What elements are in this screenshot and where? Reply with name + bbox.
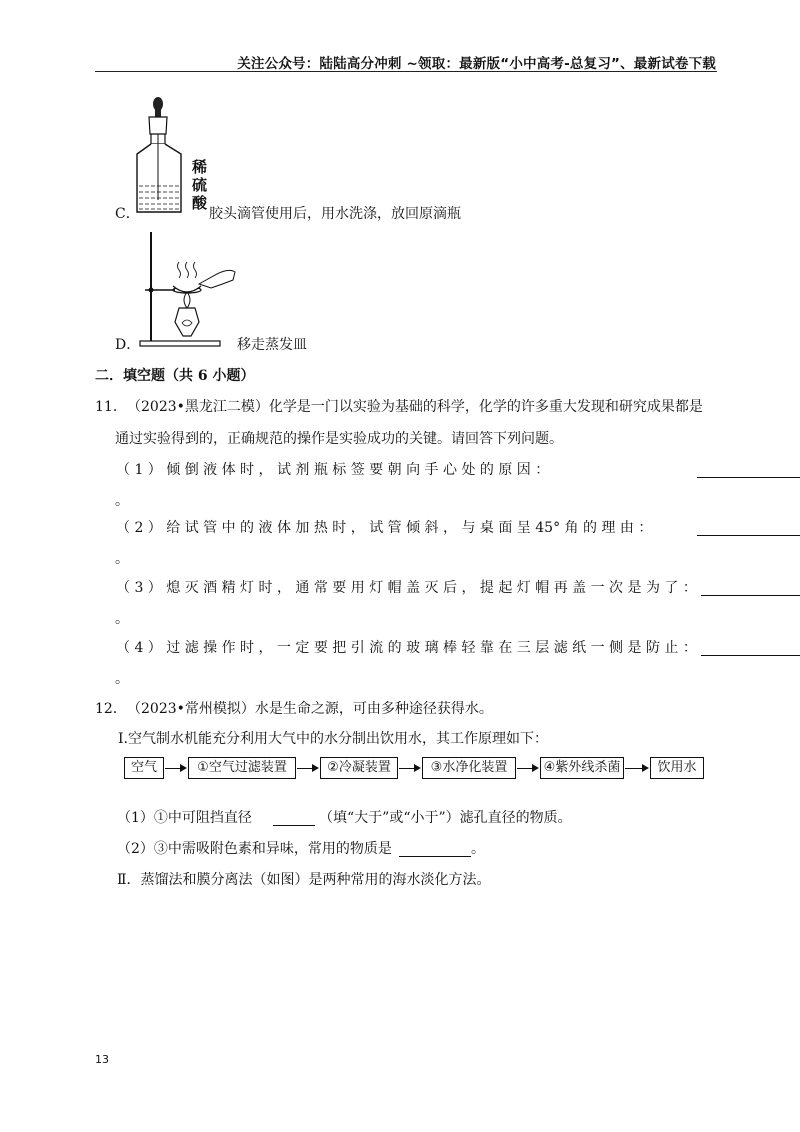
q12-part2: Ⅱ．蒸馏法和膜分离法（如图）是两种常用的海水淡化方法。 <box>117 872 491 888</box>
section-title: 二．填空题（共 6 小题） <box>95 368 255 384</box>
bottle-label: 稀 硫 酸 <box>192 158 208 212</box>
q11-intro-line2: 通过实验得到的，正确规范的操作是实验成功的关键。请回答下列问题。 <box>115 431 563 447</box>
q12-sub1-a: （1）①中可阻挡直径 <box>117 810 252 826</box>
q11-sub3-period: 。 <box>115 611 129 627</box>
option-d-label: D． <box>115 337 141 353</box>
q11-sub2: （ 2 ） 给 试 管 中 的 液 体 加 热 时 ， 试 管 倾 斜 ， 与 桌 面 呈 45° 角 的 理 由 ： <box>116 520 653 536</box>
q11-sub1-answer-blank[interactable] <box>697 463 800 478</box>
q11-sub3-answer-blank[interactable] <box>701 581 800 596</box>
flow-arrow <box>165 768 185 769</box>
q12-sub2-a: （2）③中需吸附色素和异味，常用的物质是 <box>117 841 392 857</box>
q11-sub4-period: 。 <box>115 671 129 687</box>
q11-sub3: （ 3 ） 熄 灭 酒 精 灯 时 ， 通 常 要 用 灯 帽 盖 灭 后 ， 提 起 灯 帽 再 盖 一 次 是 为 了 ： <box>116 580 697 596</box>
option-c-text: 胶头滴管使用后，用水洗涤，放回原滴瓶 <box>209 206 461 222</box>
flow-box-air: 空气 <box>124 757 164 779</box>
q12-sub2-answer-blank[interactable] <box>399 842 471 857</box>
q11-sub1: （ 1 ） 倾 倒 液 体 时 ， 试 剂 瓶 标 签 要 朝 向 手 心 处 的 原 因 ： <box>116 462 550 478</box>
q12-sub1-b: （填“大于”或“小于”）滤孔直径的物质。 <box>319 810 572 826</box>
q11-sub2-answer-blank[interactable] <box>697 521 800 536</box>
q12-sub2-b: 。 <box>471 841 485 857</box>
header-divider <box>95 71 717 72</box>
flow-arrow <box>625 768 647 769</box>
flow-box-purifier: ③水净化装置 <box>422 757 516 779</box>
q12-intro: （2023•常州模拟）水是生命之源，可由多种途径获得水。 <box>127 701 493 717</box>
q11-number: 11． <box>95 399 127 415</box>
page-number: 13 <box>95 1053 109 1066</box>
flow-box-air-filter: ①空气过滤装置 <box>188 757 296 779</box>
q12-number: 12． <box>95 701 127 717</box>
flow-arrow <box>517 768 537 769</box>
q11-sub1-period: 。 <box>115 493 129 509</box>
q11-sub2-period: 。 <box>115 551 129 567</box>
q11-sub4: （ 4 ） 过 滤 操 作 时 ， 一 定 要 把 引 流 的 玻 璃 棒 轻 靠 在 三 层 滤 纸 一 侧 是 防 止 ： <box>116 640 697 656</box>
flow-arrow <box>297 768 317 769</box>
flow-box-drinking-water: 饮用水 <box>650 757 704 779</box>
q12-part1: Ⅰ.空气制水机能充分利用大气中的水分制出饮用水，其工作原理如下： <box>118 731 548 747</box>
flow-box-condenser: ②冷凝装置 <box>320 757 398 779</box>
page-header: 关注公众号：陆陆高分冲刺 ~领取：最新版“小中高考-总复习”、最新试卷下载 <box>237 56 716 72</box>
option-c-label: C． <box>115 206 140 222</box>
flow-arrow <box>399 768 419 769</box>
flow-box-uv-sterilizer: ④紫外线杀菌 <box>540 757 624 779</box>
evaporation-setup-illustration <box>135 228 240 350</box>
q12-sub1-answer-blank[interactable] <box>273 811 315 826</box>
q11-intro-line1: （2023•黑龙江二模）化学是一门以实验为基础的科学，化学的许多重大发现和研究成果都是 <box>127 399 703 415</box>
q11-sub4-answer-blank[interactable] <box>701 641 800 656</box>
option-d-text: 移走蒸发皿 <box>237 337 307 353</box>
